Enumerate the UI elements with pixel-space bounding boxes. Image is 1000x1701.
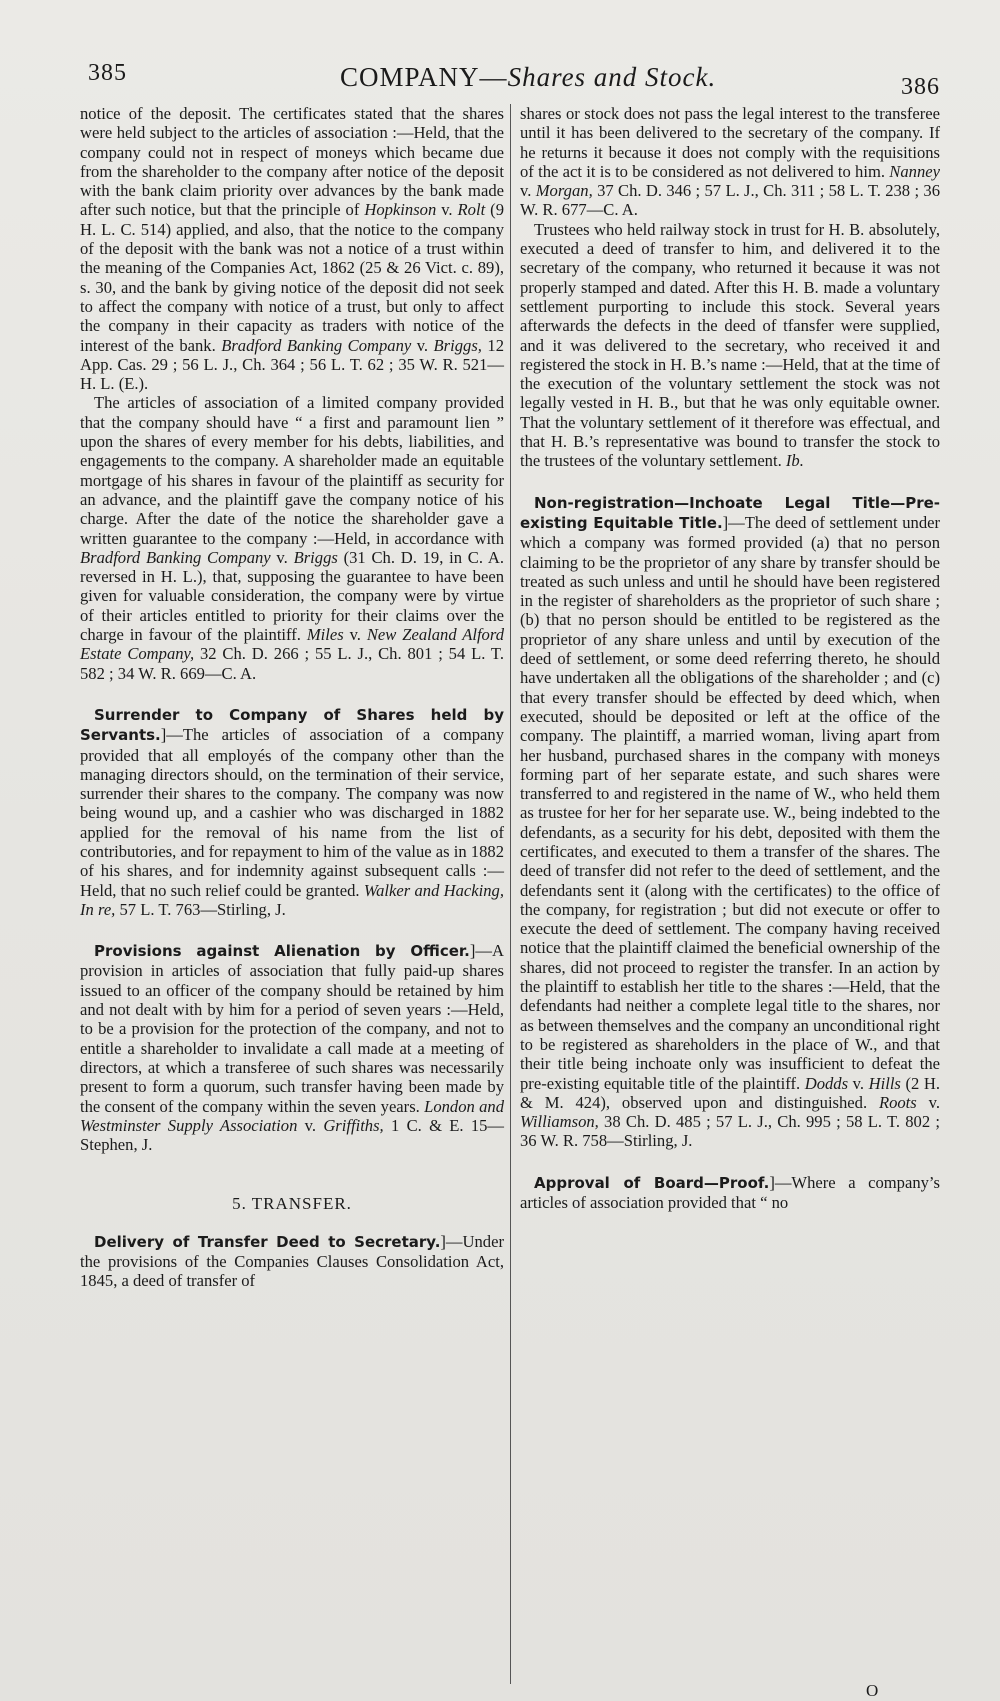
heading: Provisions against Alienation by Officer.: [94, 942, 470, 961]
right-column: [520, 104, 940, 1212]
signature-mark: O: [866, 1681, 879, 1700]
section-heading: 5. TRANSFER.: [232, 1194, 352, 1214]
paragraph: Trustees who held railway stock in trust for H. B. absolutely, executed a deed of transfer to him, and delivered it to the secretary of the company, who returned it because it was not properly stamped and dated. After this H. B. made a voluntary settlement purporting to include this stock. Several years afterwards the defects in the deed of tfansfer were supplied, and it was delivered to the secretary, who received it and registered the stock in H. B.’s name :—Held, that at the time of the execution of the voluntary settlement the stock was not legally vested in H. B., but that he was only equitable owner. That the voluntary settlement of it therefore was effectual, and that H. B.’s representative was bound to transfer the stock to the trustees of the voluntary settlement. Ib.: [520, 219, 940, 471]
heading: Approval of Board—Proof.: [534, 1173, 770, 1192]
paragraph: Non-registration—Inchoate Legal Title—Pre-existing Equitable Title.]—The deed of settlement under which a company was formed provided (a) that no person claiming to be the proprietor of any share by transfer should be treated as such unless and until he should have been registered in the register of shareholders as the proprietor of such share ; (b) that no person should be entitled to be registered as the proprietor of any share unless and until by execution of the deed of settlement, or some deed referring thereto, he should have undertaken all the obligations of the shareholder ; and (c) that every transfer should be effected by deed which, when executed, should be deposited or left at the office of the company. The plaintiff, a married woman, living apart from her husband, purchased shares in the company with moneys forming part of her separate estate, and such shares were transferred to and registered in the name of W., who held them as trustee for her for her separate use. W., being indebted to the defendants, as a security for his debt, deposited with them the certificates, and executed to them a transfer of the shares. The deed of transfer did not refer to the deed of settlement, and the defendants sent it (along with the certificates) to the office of the company, for registration ; but did not execute or offer to execute the deed of settlement. The company having received notice that the plaintiff claimed the beneficial ownership of the shares, did not proceed to register the transfer. In an action by the plaintiff to establish her title to the shares :—Held, that the defendants had neither a complete legal title to the shares, nor as between themselves and the company an unconditional right to be registered as shareholders in the place of W., and that their title being inchoate only was insufficient to defeat the pre-existing equitable title of the plaintiff. Dodds v. Hills (2 H. & M. 424), observed upon and distinguished. Roots v. Williamson, 38 Ch. D. 485 ; 57 L. J., Ch. 995 ; 58 L. T. 802 ; 36 W. R. 758—Stirling, J.: [520, 493, 941, 1151]
running-header: [0, 52, 1000, 102]
paragraph: Provisions against Alienation by Officer.]—A provision in articles of association that fully paid-up shares issued to an officer of the company should be retained by him and not dealt with by him for a period of seven years :—Held, to be a provision for the protection of the company, and not to entitle a shareholder to invalidate a call made at a meeting of directors, at which a transferee of such shares was necessarily present to form a quorum, such transfer having been made by the consent of the company within the seven years. London and Westminster Supply Association v. Griffiths, 1 C. & E. 15—Stephen, J.: [80, 941, 505, 1155]
paragraph: shares or stock does not pass the legal interest to the transferee until it has been delivered to the secretary of the company. If he returns it because it does not comply with the requisitions of the act it is to be considered as not delivered to him. Nanney v. Morgan, 37 Ch. D. 346 ; 57 L. J., Ch. 311 ; 58 L. T. 238 ; 36 W. R. 677—C. A.: [520, 104, 940, 220]
paragraph: The articles of association of a limited company provided that the company should have “ a first and paramount lien ” upon the shares of every member for his debts, liabilities, and engagements to the company. A shareholder made an equitable mortgage of his shares in favour of the plaintiff as security for an advance, and the plaintiff gave the company notice of his charge. After the date of the notice the shareholder gave a written guarantee to the company :—Held, in accordance with Bradford Banking Company v. Briggs (31 Ch. D. 19, in C. A. reversed in H. L.), that, supposing the guarantee to have been given for valuable consideration, the company were by virtue of their articles entitled to priority for their claims over the charge in favour of the plaintiff. Miles v. New Zealand Alford Estate Company, 32 Ch. D. 266 ; 55 L. J., Ch. 801 ; 54 L. T. 582 ; 34 W. R. 669—C. A.: [80, 393, 504, 683]
page-number-left: 385: [88, 60, 127, 86]
paragraph: Surrender to Company of Shares held by Servants.]—The articles of association of a company provided that all employés of the company other than the managing directors should, on the termination of their service, surrender their shares to the company. The company was now being wound up, and a cashier who was discharged in 1882 applied for the removal of his name from the list of contributories, and for repayment to him of the value as in 1882 of his shares, and for indemnity against subsequent calls :—Held, that no such relief could be granted. Walker and Hacking, In re, 57 L. T. 763—Stirling, J.: [80, 705, 504, 919]
running-title-main: COMPANY—: [340, 62, 508, 92]
heading: Surrender to Company of Shares held by Servants.: [80, 705, 504, 745]
column-divider: [510, 104, 511, 1684]
heading: Delivery of Transfer Deed to Secretary.: [94, 1232, 441, 1251]
running-title: [340, 62, 716, 93]
left-column: [80, 104, 504, 1291]
paragraph: Delivery of Transfer Deed to Secretary.]—Under the provisions of the Companies Clauses Consolidation Act, 1845, a deed of transfer of: [80, 1231, 504, 1291]
heading: Non-registration—Inchoate Legal Title—Pre-existing Equitable Title.: [520, 493, 940, 532]
page-number-right: 386: [901, 74, 940, 100]
running-title-italic: Shares and Stock.: [507, 62, 717, 92]
paragraph: Approval of Board—Proof.]—Where a company’s articles of association provided that “ no: [520, 1172, 940, 1213]
paragraph: notice of the deposit. The certificates stated that the shares were held subject to the articles of association :—Held, that the company could not in respect of moneys which became due from the shareholder to the company after notice of the deposit with the bank claim priority over advances by the bank made after such notice, but that the principle of Hopkinson v. Rolt (9 H. L. C. 514) applied, and also, that the notice to the company of the deposit with the bank was not a notice of a trust within the meaning of the Companies Act, 1862 (25 & 26 Vict. c. 89), s. 30, and the bank by giving notice of the deposit did not seek to affect the company with notice of a trust, but only to affect the company in their capacity as traders with notice of the interest of the bank. Bradford Banking Company v. Briggs, 12 App. Cas. 29 ; 56 L. J., Ch. 364 ; 56 L. T. 62 ; 35 W. R. 521—H. L. (E.).: [80, 104, 505, 394]
